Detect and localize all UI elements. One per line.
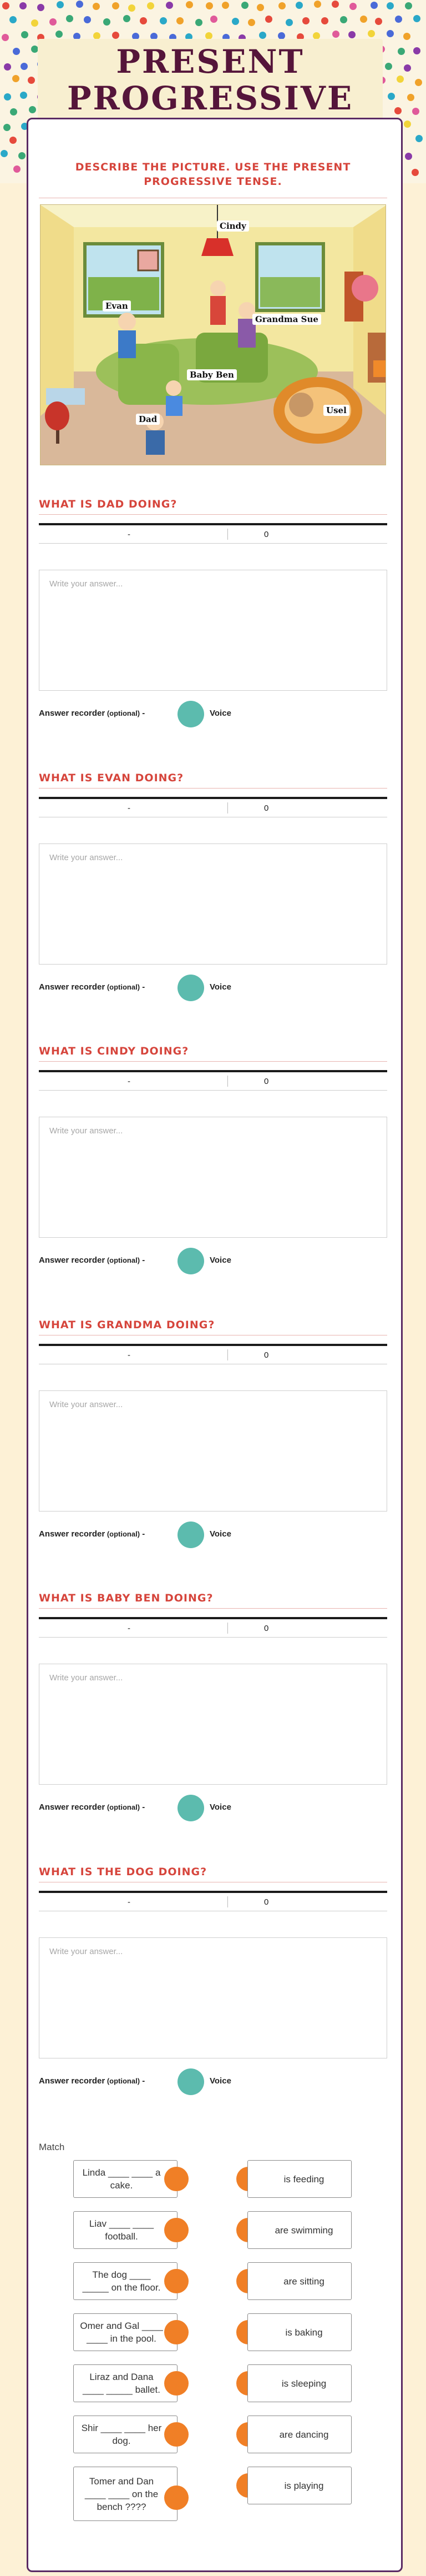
voice-label: Voice [210,1529,231,1539]
confetti-dot [66,15,73,22]
confetti-dot [348,31,356,38]
confetti-dot [332,31,339,38]
confetti-dot [296,2,303,9]
confetti-dot [332,1,339,8]
toolbar-dash[interactable]: - [128,1077,130,1086]
match-left-card[interactable]: Tomer and Dan ____ ____ on the bench ???? [73,2467,178,2521]
confetti-dot [403,33,410,40]
confetti-dot [9,137,17,144]
confetti-dot [314,1,321,8]
confetti-dot [387,2,394,9]
answer-textarea[interactable]: Write your answer... [39,843,387,965]
confetti-dot [112,32,119,39]
question-title: WHAT IS DAD DOING? [39,498,178,510]
confetti-dot [76,1,83,8]
recorder-label: Answer recorder (optional) - [39,1256,145,1265]
page-title: PRESENT PROGRESSIVE [67,43,354,117]
voice-label: Voice [210,1802,231,1812]
record-button[interactable] [178,1248,204,1274]
match-right-card[interactable]: are sitting [247,2262,352,2300]
answer-recorder [39,701,261,729]
confetti-dot [31,19,38,27]
question-title: WHAT IS CINDY DOING? [39,1045,189,1057]
match-left-handle[interactable] [164,2485,189,2510]
record-button[interactable] [178,701,204,727]
confetti-dot [222,2,229,9]
toolbar-separator [227,1623,228,1634]
confetti-dot [232,18,239,25]
confetti-dot [404,120,411,128]
confetti-dot [302,17,310,24]
match-left-card[interactable]: Linda ____ ____ a cake. [73,2160,178,2198]
toolbar-separator [227,1896,228,1907]
confetti-dot [20,92,27,99]
living-room-picture [40,204,386,465]
match-left-card[interactable]: The dog ____ _____ on the floor. [73,2262,178,2300]
confetti-dot [415,135,423,142]
toolbar-count: 0 [264,804,269,813]
label-dad: Dad [136,414,160,425]
confetti-dot [93,3,100,10]
confetti-dot [3,124,11,131]
confetti-dot [257,4,264,11]
confetti-dot [112,2,119,9]
toolbar-separator [227,529,228,540]
question-title: WHAT IS THE DOG DOING? [39,1866,207,1878]
toolbar-count: 0 [264,1624,269,1633]
confetti-dot [405,153,412,160]
confetti-dot [397,76,404,83]
toolbar-count: 0 [264,1897,269,1907]
divider [39,788,387,789]
match-left-handle[interactable] [164,2218,189,2242]
voice-label: Voice [210,2076,231,2086]
match-right-card[interactable]: is playing [247,2467,352,2504]
editor-toolbar [39,797,387,837]
confetti-dot [21,31,28,38]
match-left-handle[interactable] [164,2422,189,2447]
toolbar-dash[interactable]: - [128,804,130,813]
confetti-dot [49,18,57,26]
confetti-dot [2,34,9,41]
confetti-dot [37,4,44,11]
confetti-dot [57,1,64,8]
answer-textarea[interactable]: Write your answer... [39,1117,387,1238]
living-room-illustration [40,205,386,465]
editor-toolbar [39,1891,387,1931]
question-title: WHAT IS GRANDMA DOING? [39,1319,215,1331]
record-button[interactable] [178,1522,204,1548]
confetti-dot [84,16,91,23]
confetti-dot [13,48,20,55]
label-evan: Evan [103,300,131,312]
toolbar-separator [227,802,228,814]
confetti-dot [265,16,272,23]
recorder-label: Answer recorder (optional) - [39,1529,145,1539]
confetti-dot [349,3,357,10]
match-right-card[interactable]: is sleeping [247,2364,352,2402]
confetti-dot [405,2,412,9]
toolbar-count: 0 [264,1077,269,1086]
divider [39,514,387,515]
label-baby-ben: Baby Ben [187,369,237,380]
confetti-dot [413,15,420,22]
answer-recorder [39,1795,261,1822]
question-title: WHAT IS BABY BEN DOING? [39,1592,214,1604]
match-right-card[interactable]: is baking [247,2313,352,2351]
confetti-dot [18,152,26,159]
record-button[interactable] [178,975,204,1001]
recorder-label: Answer recorder (optional) - [39,982,145,992]
match-left-card[interactable]: Liav ____ ____ football. [73,2211,178,2249]
confetti-dot [123,15,130,22]
confetti-dot [313,32,320,39]
confetti-dot [140,17,147,24]
answer-recorder [39,2068,261,2096]
match-left-card[interactable]: Shir ____ ____ her dog. [73,2416,178,2453]
match-left-handle[interactable] [164,2320,189,2344]
voice-label: Voice [210,709,231,718]
answer-textarea[interactable]: Write your answer... [39,1664,387,1785]
question-title: WHAT IS EVAN DOING? [39,772,184,784]
match-left-card[interactable]: Omer and Gal ____ ____ in the pool. [73,2313,178,2351]
confetti-dot [286,19,293,26]
confetti-dot [404,64,411,72]
confetti-dot [2,2,9,9]
confetti-dot [4,63,11,71]
toolbar-count: 0 [264,530,269,539]
editor-toolbar [39,523,387,563]
confetti-dot [195,19,202,26]
confetti-dot [160,17,167,24]
toolbar-dash[interactable]: - [128,1350,130,1360]
confetti-dot [387,30,394,37]
confetti-dot [407,94,414,101]
confetti-dot [31,46,38,53]
match-left-card[interactable]: Liraz and Dana ____ _____ ballet. [73,2364,178,2402]
confetti-dot [360,16,367,23]
recorder-label: Answer recorder (optional) - [39,1802,145,1812]
confetti-dot [19,2,27,9]
confetti-dot [21,63,28,70]
confetti-dot [210,16,217,23]
answer-textarea[interactable]: Write your answer... [39,570,387,691]
match-left-handle[interactable] [164,2269,189,2293]
toolbar-separator [227,1349,228,1360]
record-button[interactable] [178,1795,204,1821]
match-left-handle[interactable] [164,2167,189,2191]
confetti-dot [13,165,21,173]
recorder-label: Answer recorder (optional) - [39,2076,145,2086]
confetti-dot [10,108,17,116]
voice-label: Voice [210,1256,231,1265]
confetti-dot [55,31,63,38]
confetti-dot [186,1,193,8]
answer-recorder [39,1522,261,1549]
confetti-dot [321,17,328,24]
label-dog: Usel [323,405,349,416]
confetti-dot [413,47,420,54]
confetti-dot [259,32,266,39]
toolbar-rule [39,1637,387,1638]
voice-label: Voice [210,982,231,992]
match-right-card[interactable]: are swimming [247,2211,352,2249]
title-card [38,39,383,122]
toolbar-separator [227,1076,228,1087]
toolbar-dash[interactable]: - [128,530,130,539]
confetti-dot [412,169,419,176]
divider [39,1608,387,1609]
toolbar-rule [39,543,387,544]
confetti-dot [375,18,382,25]
match-right-card[interactable]: are dancing [247,2416,352,2453]
confetti-dot [128,4,135,12]
confetti-dot [176,17,184,24]
editor-toolbar [39,1344,387,1384]
confetti-dot [28,77,35,84]
match-title: Match [39,2142,65,2152]
confetti-dot [278,2,286,9]
confetti-dot [394,107,402,114]
confetti-dot [385,63,392,70]
confetti-dot [12,75,19,82]
confetti-dot [4,93,11,101]
label-cindy: Cindy [217,220,249,232]
confetti-dot [415,79,422,86]
confetti-dot [1,150,8,157]
match-right-card[interactable]: is feeding [247,2160,352,2198]
toolbar-dash[interactable]: - [128,1624,130,1633]
confetti-dot [29,106,36,113]
confetti-dot [103,18,110,26]
confetti-dot [398,48,405,55]
answer-recorder [39,1248,261,1276]
toolbar-count: 0 [264,1350,269,1360]
confetti-dot [395,16,402,23]
confetti-dot [166,2,173,9]
confetti-dot [9,16,17,23]
confetti-dot [368,30,375,37]
confetti-dot [248,19,255,26]
label-grandma: Grandma Sue [252,314,321,325]
confetti-dot [388,93,395,100]
confetti-dot [412,108,419,115]
divider [39,1061,387,1062]
confetti-dot [206,2,213,9]
confetti-dot [241,2,248,9]
match-left-handle[interactable] [164,2371,189,2396]
editor-toolbar [39,1070,387,1110]
toolbar-rule [39,1090,387,1091]
answer-textarea[interactable]: Write your answer... [39,1937,387,2058]
editor-toolbar [39,1617,387,1657]
confetti-dot [371,2,378,9]
record-button[interactable] [178,2068,204,2095]
instruction-text: DESCRIBE THE PICTURE. USE THE PRESENT PROGRESSIVE TENSE. [75,161,351,188]
answer-textarea[interactable]: Write your answer... [39,1390,387,1512]
confetti-dot [340,16,347,23]
recorder-label: Answer recorder (optional) - [39,709,145,718]
answer-recorder [39,975,261,1002]
toolbar-dash[interactable]: - [128,1897,130,1907]
confetti-dot [147,2,154,9]
